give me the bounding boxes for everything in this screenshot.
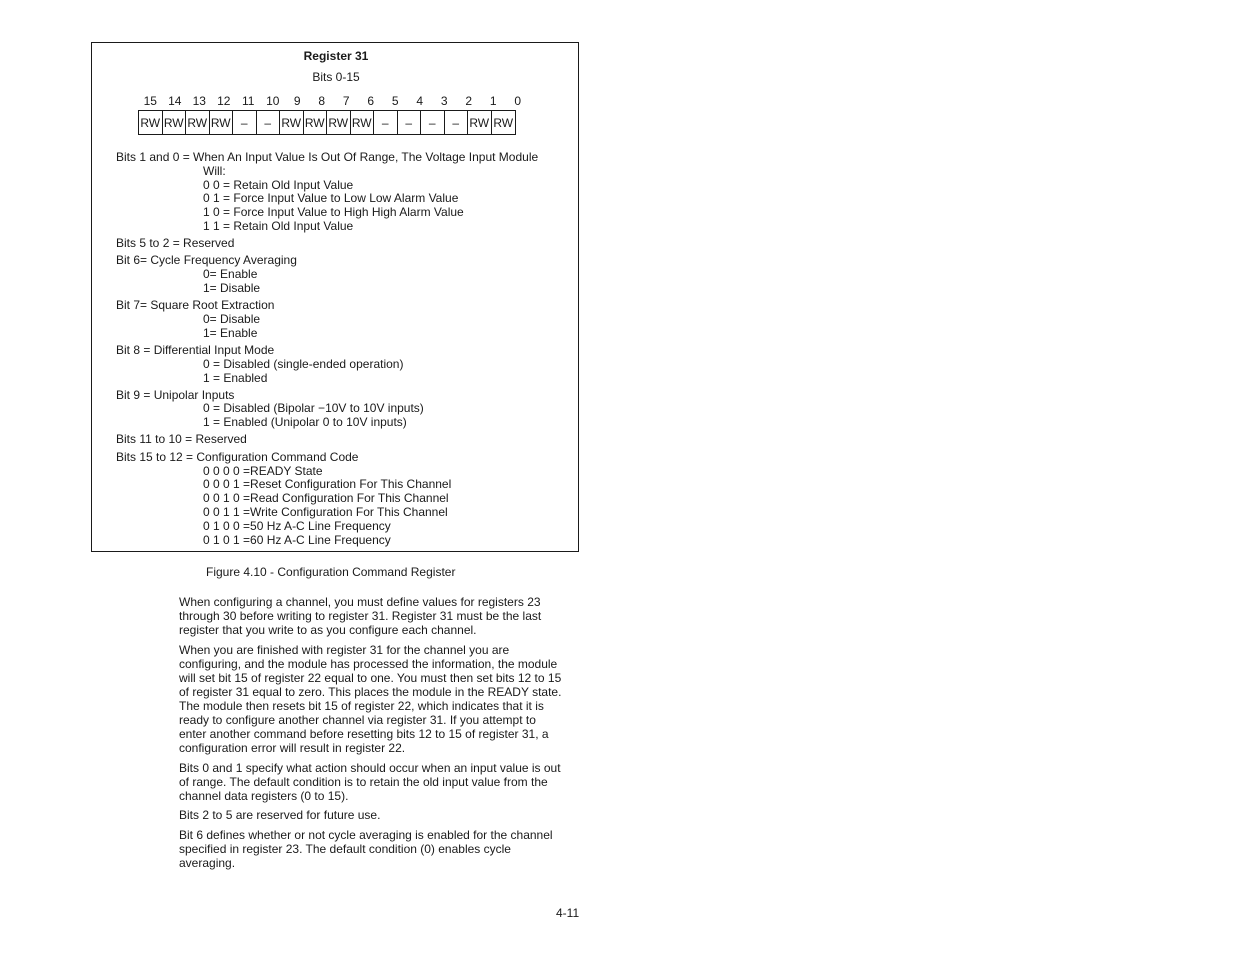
bit-number-label: 13 (192, 94, 206, 108)
bit-access-cell: RW (493, 115, 514, 130)
bit-access-cell: RW (327, 111, 351, 134)
body-paragraph: Bit 6 defines whether or not cycle averaging is enabled for the channel specified in register 23. The default condition (0) enables cycle averaging. (179, 828, 553, 870)
bit-8-option: 1 = Enabled (203, 371, 268, 385)
bit-number-label: 3 (440, 94, 448, 108)
bit-6-option: 1= Disable (203, 281, 261, 295)
command-code-option: 0 0 0 1 =Reset Configuration For This Channel (203, 477, 452, 491)
bits-15-12-heading: Bits 15 to 12 = Configuration Command Code (116, 450, 359, 464)
bit-6-option: 0= Enable (203, 267, 258, 281)
bits-1-0-option: 0 1 = Force Input Value to Low Low Alarm Value (203, 191, 459, 205)
bit-number-label: 10 (266, 94, 280, 108)
bit-access-cell: – (421, 111, 445, 134)
bit-number-label: 11 (242, 94, 255, 108)
bit-access-cell: RW (468, 111, 492, 134)
command-code-option: 0 0 0 0 =READY State (203, 464, 323, 478)
bit-8-heading: Bit 8 = Differential Input Mode (116, 343, 275, 357)
register-figure-box (91, 42, 579, 552)
bit-access-cell: RW (163, 111, 187, 134)
bit-number-label: 12 (217, 94, 231, 108)
bit-access-cell: RW (139, 111, 163, 134)
command-code-option: 0 1 0 0 =50 Hz A-C Line Frequency (203, 519, 391, 533)
bit-access-cell: RW (280, 111, 304, 134)
bit-7-option: 1= Enable (203, 326, 258, 340)
command-code-option: 0 0 1 1 =Write Configuration For This Channel (203, 505, 448, 519)
bit-number-label: 5 (391, 94, 399, 108)
bit-number-label: 0 (514, 94, 522, 108)
bit-number-label: 7 (342, 94, 350, 108)
bits-1-0-will: Will: (203, 164, 226, 178)
bit-9-option: 0 = Disabled (Bipolar −10V to 10V inputs) (203, 401, 424, 415)
bit-8-option: 0 = Disabled (single-ended operation) (203, 357, 404, 371)
bit-access-cell: – (257, 111, 281, 134)
figure-subtitle: Bits 0-15 (312, 70, 360, 84)
figure-title: Register 31 (303, 49, 369, 63)
bit-number-label: 6 (367, 94, 375, 108)
bit-number-label: 15 (143, 94, 157, 108)
bit-number-row (138, 94, 530, 108)
bit-access-cell: – (445, 111, 469, 134)
bits-1-0-heading: Bits 1 and 0 = When An Input Value Is Out Of Range, The Voltage Input Module (116, 150, 539, 164)
body-paragraph: When configuring a channel, you must define values for registers 23 through 30 before writing to register 31. Register 31 must be the last register that you write to as you configure each channel. (179, 595, 542, 637)
body-paragraph: Bits 0 and 1 specify what action should occur when an input value is out of range. The default condition is to retain the old input value from the channel data registers (0 to 15). (179, 761, 561, 803)
bit-number-label: 4 (416, 94, 424, 108)
bits-1-0-option: 0 0 = Retain Old Input Value (203, 178, 354, 192)
bit-7-option: 0= Disable (203, 312, 261, 326)
bits-11-10-heading: Bits 11 to 10 = Reserved (116, 432, 247, 446)
bit-access-cell: – (233, 111, 257, 134)
body-paragraph: When you are finished with register 31 for the channel you are configuring, and the module has processed the information, the module will set bit 15 of register 22 equal to one. You must then set bits 12 to 15 of register 31 equal to zero. This places the module in the READY state. The module then resets bit 15 of register 22, which indicates that it is ready to configure another channel via register 31. If you attempt to enter another command before resetting bits 12 to 15 of register 31, a configuration error will result in register 22. (179, 643, 562, 755)
figure-caption: Figure 4.10 - Configuration Command Register (206, 565, 456, 579)
bits-1-0-option: 1 0 = Force Input Value to High High Alarm Value (203, 205, 464, 219)
bit-number-label: 9 (293, 94, 301, 108)
bit-access-cell: RW (210, 111, 234, 134)
bit-number-label: 14 (168, 94, 182, 108)
body-paragraph: Bits 2 to 5 are reserved for future use. (179, 808, 381, 822)
bit-access-cell: RW (186, 111, 210, 134)
bit-number-label: 1 (489, 94, 497, 108)
bit-access-cell: – (398, 111, 422, 134)
bit-7-heading: Bit 7= Square Root Extraction (116, 298, 275, 312)
command-code-option: 0 0 1 0 =Read Configuration For This Channel (203, 491, 449, 505)
bit-number-label: 2 (465, 94, 473, 108)
command-code-option: 0 1 0 1 =60 Hz A-C Line Frequency (203, 533, 391, 547)
bits-1-0-option: 1 1 = Retain Old Input Value (203, 219, 354, 233)
bit-9-option: 1 = Enabled (Unipolar 0 to 10V inputs) (203, 415, 407, 429)
page-number: 4-11 (556, 906, 580, 920)
bit-access-cell: RW (351, 111, 375, 134)
bit-access-cells (138, 110, 516, 135)
bits-5-2-heading: Bits 5 to 2 = Reserved (116, 236, 235, 250)
bit-access-cell: – (374, 111, 398, 134)
bit-access-cell: RW (304, 111, 328, 134)
bit-9-heading: Bit 9 = Unipolar Inputs (116, 388, 235, 402)
bit-number-label: 8 (318, 94, 326, 108)
bit-6-heading: Bit 6= Cycle Frequency Averaging (116, 253, 297, 267)
